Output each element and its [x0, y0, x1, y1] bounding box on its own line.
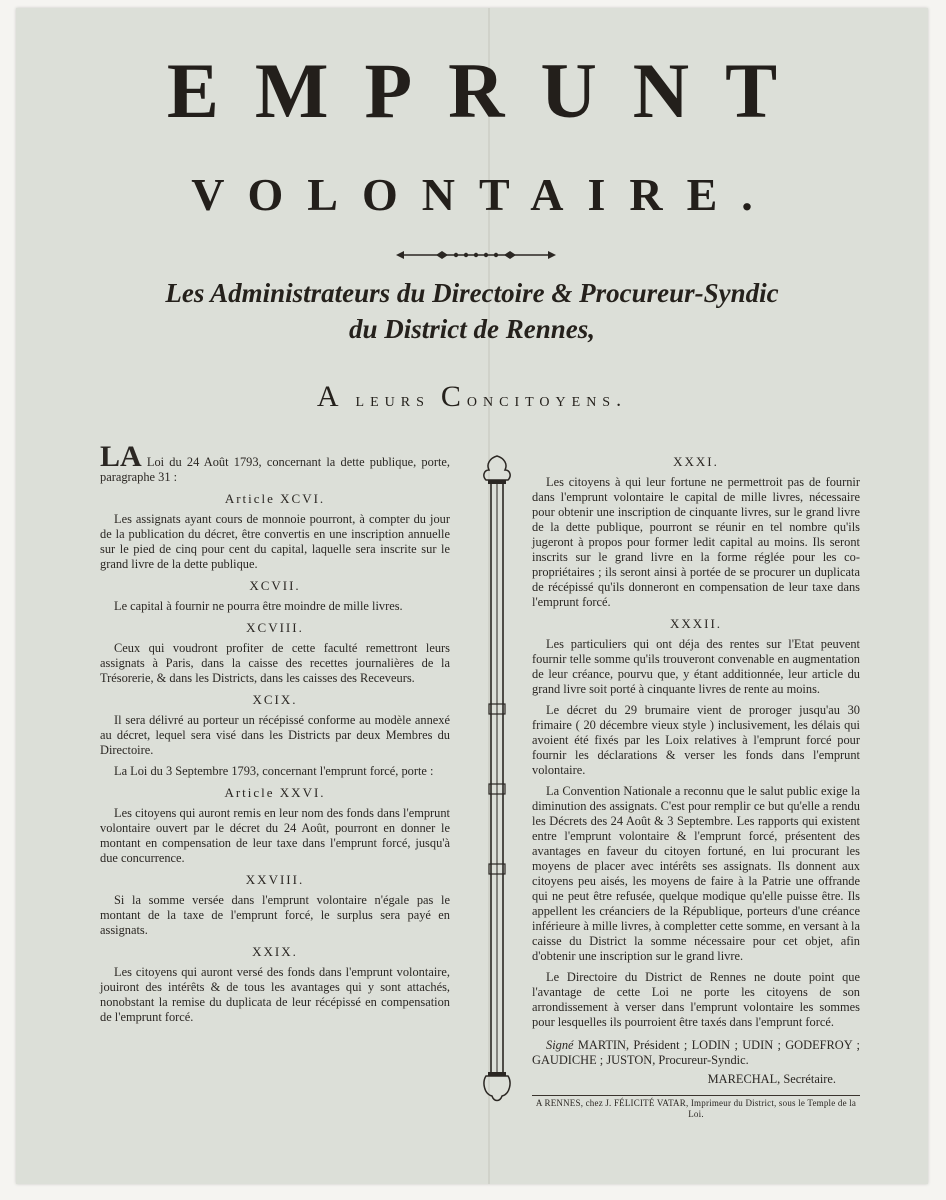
signed-word: Signé — [546, 1038, 574, 1052]
signature-names: MARTIN, Président ; LODIN ; UDIN ; GODEFROY ; GAUDICHE ; JUSTON, Procureur-Syndic. — [532, 1038, 861, 1067]
address-leurs: leurs — [355, 389, 430, 411]
convention-paragraph: La Convention Nationale a reconnu que le salut public exige la diminution des assignats. C'est pour remplir ce but qu'elle a rendu les Décrets des 24 Août & 3 Septembre. Les rapports qui existent entre l'emprunt volontaire & l'emprunt forcé, présentent des avantages en faveur du citoyen fortuné, en lui procurant les moyens de placer avec intérêts ses assignats. Ils donnent aux citoyens peu aisés, les moyens de faire à la Patrie une offrande qui ne peut être refusée, quelque modique qu'elle puisse être. Ils appellent les créanciers de la République, porteurs d'une créance inférieure à mille livres, à completter cette somme, en versant à la caisse du District la somme nécessaire pour cet objet, afin d'obtenir une inscription sur le grand livre. — [532, 784, 860, 963]
right-column — [532, 448, 860, 1120]
article-text: Les assignats ayant cours de monnoie pourront, à compter du jour de la publication du décret, être convertis en une inscription annuelle sur le pied de cinq pour cent du capital, laquelle sera inscrite sur le grand livre de la dette publique. — [100, 512, 450, 571]
article-heading: Article XXVI. — [224, 785, 326, 800]
poster-sheet — [16, 8, 928, 1184]
article-text: Si la somme versée dans l'emprunt volontaire n'égale pas le montant de la taxe de l'emprunt forcé, le surplus sera payé en assignats. — [100, 893, 450, 937]
secretary-signature: MARECHAL, Secrétaire. — [707, 1072, 836, 1086]
intro-text: Loi du 24 Août 1793, concernant la dette publique, porte, paragraphe 31 : — [100, 455, 450, 484]
article-heading: Article XCVI. — [224, 491, 326, 506]
article-text: Les citoyens qui auront remis en leur nom des fonds dans l'emprunt volontaire ouvert par le décret du 24 Août, pourront en donner le montant en compensation de leur taxe dans l'emprunt forcé, jusqu'à due concurrence. — [100, 806, 450, 865]
directoire-paragraph: Le Directoire du District de Rennes ne doute point que l'avantage de cette Loi ne porte les citoyens de son arrondissement à verser dans l'emprunt volontaire les sommes pour lesquelles ils pourroient être taxés dans l'emprunt forcé. — [532, 970, 860, 1029]
left-column — [100, 440, 450, 1031]
title-emprunt: EMPRUNT — [166, 47, 814, 134]
article-text: Ceux qui voudront profiter de cette faculté remettront leurs assignats à Paris, dans la caisse des recettes journalières de la Trésorerie, & dans les Districts, dans les caisses des Receveurs. — [100, 641, 450, 685]
ornamental-column-divider — [480, 454, 514, 1104]
article-heading: XXXI. — [673, 454, 719, 469]
article-text: Le capital à fournir ne pourra être moindre de mille livres. — [114, 599, 403, 613]
printer-imprint: A RENNES, chez J. FÉLICITÉ VATAR, Imprimeur du District, sous le Temple de la Loi. — [535, 1098, 857, 1119]
article-text: Les particuliers qui ont déja des rentes sur l'Etat peuvent fournir telle somme qu'ils trouveront convenable en augmentation de leur créance, pourvu que, y étant additionnée, leur article du grand livre soit porté à cinquante livres de rente au moins. — [532, 637, 860, 696]
heading-district: du District de Rennes, — [348, 314, 596, 344]
heading-administrators: Les Administrateurs du Directoire & Procureur-Syndic — [165, 278, 779, 308]
address-c: C — [440, 380, 467, 413]
signatures — [532, 1038, 860, 1068]
ornament-divider — [396, 248, 556, 262]
imprint-rule — [532, 1095, 860, 1096]
article-heading: XXVIII. — [245, 872, 305, 887]
article-text: Il sera délivré au porteur un récépissé conforme au modèle annexé au décret, lequel sera visé dans les Districts par deux Membres du Directoire. — [100, 713, 450, 757]
decree-paragraph: Le décret du 29 brumaire vient de proroger jusqu'au 30 frimaire ( 20 décembre vieux style ) inclusivement, les délais qui avoient été fixés par les Loix relatives à l'emprunt forcé pour fournir les déclarations & verser les fonds dans l'emprunt volontaire. — [532, 703, 860, 777]
article-text: Les citoyens qui auront versé des fonds dans l'emprunt volontaire, jouiront des intérêts & de tous les avantages qui y sont attachés, nonobstant la remise du duplicata de leur récépissé en compensation de l'emprunt forcé. — [100, 965, 450, 1024]
address-concitoyens — [16, 380, 928, 414]
article-heading: XCVIII. — [246, 620, 304, 635]
article-heading: XXXII. — [669, 616, 723, 631]
law-paragraph: La Loi du 3 Septembre 1793, concernant l'emprunt forcé, porte : — [114, 764, 434, 778]
intro-paragraph — [100, 440, 450, 485]
address-concitoyens-word: oncitoyens. — [466, 389, 628, 411]
drop-cap: LA — [100, 440, 142, 473]
article-heading: XXIX. — [252, 944, 298, 959]
article-heading: XCVII. — [249, 578, 301, 593]
address-a: A — [316, 380, 345, 413]
title-volontaire: VOLONTAIRE. — [191, 169, 777, 220]
article-heading: XCIX. — [252, 692, 298, 707]
article-text: Les citoyens à qui leur fortune ne permettroit pas de fournir dans l'emprunt volontaire le capital de mille livres, nécessaire pour obtenir une inscription de cinquante livres, sur le grand livre de la dette publique, pourront se réunir en tel nombre qu'ils jugeront à propos pour former ledit capital au moins. Ils seront inscrits sur le grand livre en la forme réglée pour les co-propriétaires ; ils seront ainsi à portée de se procurer un duplicata de récépissé qu'ils donneront en compensation de leur taxe dans l'emprunt forcé. — [532, 475, 860, 609]
